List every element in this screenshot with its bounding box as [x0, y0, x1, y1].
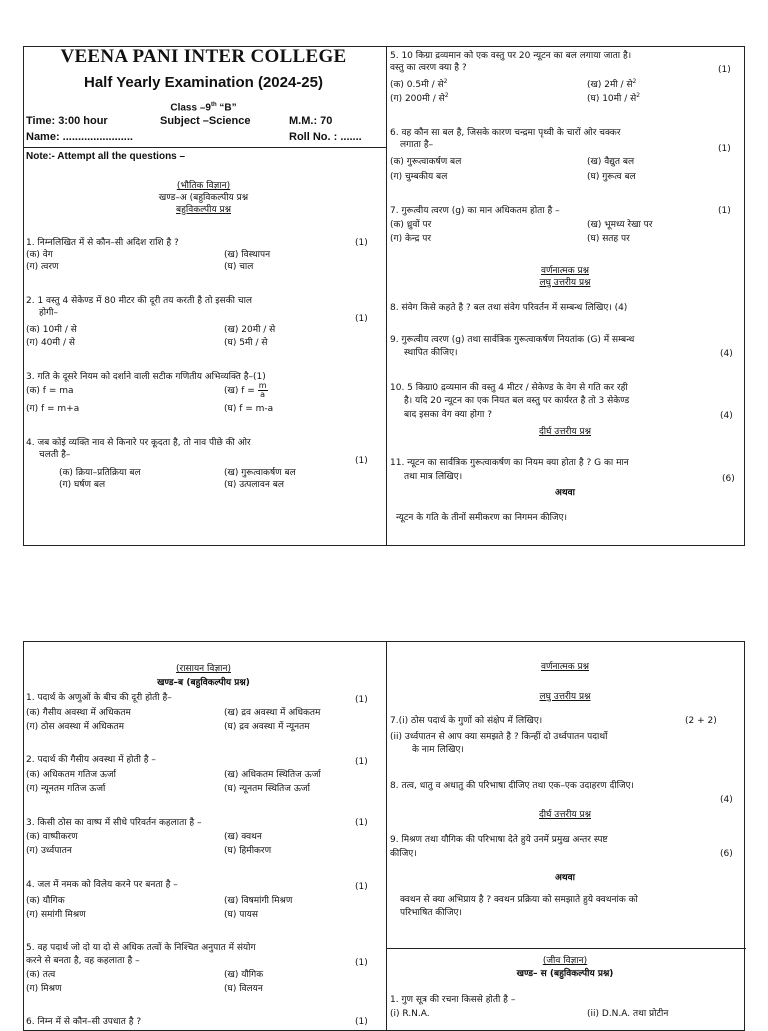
option: (i) R.N.A. — [390, 1009, 430, 1019]
option: (घ) पायस — [224, 910, 258, 920]
question-6-mark: (1) — [718, 144, 731, 154]
question-3-mark: (1) — [355, 818, 368, 828]
exam-sheet-physics — [23, 46, 745, 546]
option: (क) तत्व — [26, 970, 56, 980]
section-subtitle-biology: खण्ड– स (बहुविकल्पीय प्रश्न) — [516, 969, 614, 979]
question-5: 5. वह पदार्थ जो दो या दो से अधिक तत्वों के निश्चित अनुपात में संयोग — [26, 943, 256, 953]
option: (क) गैसीय अवस्था में अधिकतम — [26, 708, 131, 718]
question-8: 8. तत्व, धातु व अधातु की परिभाषा दीजिए तथा एक–एक उदाहरण दीजिए। — [390, 781, 634, 791]
option: (ख) द्रव अवस्था में अधिकतम — [224, 708, 321, 718]
option: (घ) 10मी / से$^2$ — [587, 92, 641, 104]
option: (ख) 20मी / से — [224, 325, 276, 335]
question-1: 1. पदार्थ के अणुओं के बीच की दूरी होती है– — [26, 693, 172, 703]
question-5: 5. 10 किग्रा द्रव्यमान को एक वस्तु पर 20 न्यूटन का बल लगाया जाता है। — [390, 51, 632, 61]
question-4: 4. जल में नमक को विलेय करने पर बनता है – — [26, 880, 178, 890]
class-label: Class –9th “B” — [170, 102, 237, 114]
column-divider — [386, 642, 387, 1030]
option: (ग) 40मी / से — [26, 338, 75, 348]
section-title-physics: (भौतिक विज्ञान) — [176, 181, 231, 191]
option: (ग) समांगी मिश्रण — [26, 910, 86, 920]
bio-question-1: 1. गुण सूत्र की रचना किससे होती है – — [390, 995, 516, 1005]
option: (ख) 2मी / से$^2$ — [587, 78, 637, 90]
section-title-chemistry: (रासायन विज्ञान) — [176, 664, 231, 674]
question-7: 7.(i) ठोस पदार्थ के गुणों को संक्षेप में लिखिए। — [390, 716, 543, 726]
option: (घ) सतह पर — [587, 234, 630, 244]
question-2-cont: होगी– — [39, 308, 59, 318]
option: (घ) f = m-a — [224, 404, 274, 414]
question-10-mark: (4) — [720, 411, 733, 421]
option: (ख) क्वथन — [224, 832, 262, 842]
option: (ख) गुरूत्वाकर्षण बल — [224, 468, 296, 478]
long-answer-heading: दीर्घ उत्तरीय प्रश्न — [538, 427, 592, 437]
question-7-mark: (1) — [718, 206, 731, 216]
question-11-alternate: न्यूटन के गति के तीनों समीकरण का निगमन कीजिए। — [396, 513, 567, 523]
option: (क) f = ma — [26, 386, 74, 396]
question-9-alternate: क्वथन से क्या अभिप्राय है ? क्वथन प्रक्रिया को समझाते हुये क्वथनांक को — [400, 895, 638, 905]
question-2: 2. 1 वस्तु 4 सेकेण्ड में 80 मीटर की दूरी तय करती है तो इसकी चाल — [26, 296, 253, 306]
option: (घ) गुरूत्व बल — [587, 172, 636, 182]
max-marks-label: M.M.: 70 — [289, 115, 333, 127]
question-5-mark: (1) — [355, 958, 368, 968]
option: (ग) केन्द्र पर — [390, 234, 432, 244]
question-6-cont: लगाता है– — [400, 140, 434, 150]
option: (घ) न्यूनतम स्थितिज ऊर्जा — [224, 784, 310, 794]
option: (क) 0.5मी / से$^2$ — [390, 78, 448, 90]
question-4-mark: (1) — [355, 882, 368, 892]
question-9-cont: कीजिए। — [390, 849, 417, 859]
option: (ख) विस्थापन — [224, 250, 271, 260]
option: (ख) यौगिक — [224, 970, 264, 980]
column-divider — [386, 47, 387, 545]
option: (घ) उत्पलावन बल — [224, 480, 284, 490]
question-9: 9. गुरूत्वीय त्वरण (g) तथा सार्वत्रिक गुरूत्वाकर्षण नियतांक (G) में सम्बन्ध — [390, 335, 635, 345]
question-10: 10. 5 किग्रा0 द्रव्यमान की वस्तु 4 मीटर / सेकेण्ड के वेग से गति कर रही — [390, 383, 628, 393]
question-6-mark: (1) — [355, 1017, 368, 1027]
section-subtitle: खण्ड–अ (बहुविकल्पीय प्रश्न — [158, 193, 249, 203]
option: (ग) चुम्बकीय बल — [390, 172, 448, 182]
question-5-cont: वस्तु का त्वरण क्या है ? — [390, 63, 467, 73]
option: (ग) न्यूनतम गतिज ऊर्जा — [26, 784, 106, 794]
question-7-part-2-cont: के नाम लिखिए। — [412, 745, 464, 755]
option: (क) यौगिक — [26, 896, 65, 906]
header-rule — [24, 147, 386, 148]
note-text: Note:- Attempt all the questions – — [26, 151, 186, 162]
question-9-cont: स्थापित कीजिए। — [404, 348, 458, 358]
option: (क) अधिकतम गतिज ऊर्जा — [26, 770, 116, 780]
question-3: 3. किसी ठोस का वाष्प में सीधे परिवर्तन कहलाता है – — [26, 818, 202, 828]
question-2-mark: (1) — [355, 757, 368, 767]
option: (ख) अधिकतम स्थितिज ऊर्जा — [224, 770, 321, 780]
option: (क) वाष्पीकरण — [26, 832, 78, 842]
descriptive-heading: वर्णनात्मक प्रश्न — [540, 266, 589, 276]
option: (ग) 200मी / से$^2$ — [390, 92, 449, 104]
option-fraction: (ख) f = $\frac{m}{a}$ — [224, 381, 267, 399]
question-3: 3. गति के दूसरे नियम को दर्शाने वाली सटीक गणितीय अभिव्यक्ति है–(1) — [26, 372, 266, 382]
option: (ख) वैद्युत बल — [587, 157, 635, 167]
option: (ख) भूमध्य रेखा पर — [587, 220, 653, 230]
question-9-mark: (6) — [720, 849, 733, 859]
option: (क) गुरूत्वाकर्षण बल — [390, 157, 462, 167]
question-9-alternate-cont: परिभाषित कीजिए। — [400, 908, 462, 918]
question-11: 11. न्यूटन का सार्वत्रिक गुरूत्वाकर्षण का नियम क्या होता है ? G का मान — [390, 458, 629, 468]
option: (ग) f = m+a — [26, 404, 80, 414]
option: (ग) घर्षण बल — [59, 480, 106, 490]
question-8: 8. संवेग किसे कहते है ? बल तथा संवेग परिवर्तन में सम्बन्ध लिखिए। (4) — [390, 303, 628, 313]
option: (घ) द्रव अवस्था में न्यूनतम — [224, 722, 310, 732]
exam-title: Half Yearly Examination (2024-25) — [83, 74, 323, 91]
option: (क) ध्रुवों पर — [390, 220, 432, 230]
question-7-part-2: (ii) उर्ध्वपातन से आप क्या समझते है ? किन्हीं दो उर्ध्वपातन पदार्थो — [390, 732, 608, 742]
option: (ग) मिश्रण — [26, 984, 62, 994]
question-10-cont2: बाद इसका वेग क्या होगा ? — [404, 410, 493, 420]
question-9-mark: (4) — [720, 349, 733, 359]
section-rule — [386, 948, 746, 949]
question-2: 2. पदार्थ की गैसीय अवस्था में होती है – — [26, 755, 156, 765]
or-label: अथवा — [555, 488, 575, 498]
option: (ii) D.N.A. तथा प्रोटीन — [587, 1009, 669, 1019]
section-subtitle: खण्ड–ब (बहुविकल्पीय प्रश्न) — [157, 678, 250, 688]
time-label: Time: 3:00 hour — [26, 115, 108, 127]
question-1: 1. निम्नलिखित में से कौन–सी अदिश राशि है ? — [26, 238, 179, 248]
question-9: 9. मिश्रण तथा यौगिक की परिभाषा देते हुये उनमें प्रमुख अन्तर स्पष्ट — [390, 835, 608, 845]
name-field: Name: ....................... — [26, 131, 133, 143]
option: (ग) ठोस अवस्था में अधिकतम — [26, 722, 125, 732]
short-answer-heading: लघु उत्तरीय प्रश्न — [539, 278, 591, 288]
section-title-biology: (जीव विज्ञान) — [542, 956, 588, 966]
question-5-mark: (1) — [718, 65, 731, 75]
option: (ग) त्वरण — [26, 262, 59, 272]
or-label: अथवा — [555, 873, 575, 883]
question-11-cont: तथा मात्र लिखिए। — [404, 472, 463, 482]
option: (क) क्रिया–प्रतिक्रिया बल — [59, 468, 141, 478]
short-answer-heading: लघु उत्तरीय प्रश्न — [539, 692, 591, 702]
question-11-mark: (6) — [722, 474, 735, 484]
option: (ख) विषमांगी मिश्रण — [224, 896, 293, 906]
question-6: 6. निम्न में से कौन–सी उपधात है ? — [26, 1017, 142, 1027]
question-5-cont: करने से बनता है, वह कहलाता है – — [26, 956, 140, 966]
option: (घ) हिमीकरण — [224, 846, 272, 856]
question-1-mark: (1) — [355, 238, 368, 248]
option: (घ) 5मी / से — [224, 338, 268, 348]
mcq-heading: बहुविकल्पीय प्रश्न — [175, 205, 232, 215]
question-7-mark: (2 + 2) — [685, 716, 717, 726]
option: (क) वेग — [26, 250, 53, 260]
exam-sheet-chemistry — [23, 641, 745, 1031]
descriptive-heading: वर्णनात्मक प्रश्न — [540, 662, 589, 672]
question-8-mark: (4) — [720, 795, 733, 805]
long-answer-heading: दीर्घ उत्तरीय प्रश्न — [538, 810, 592, 820]
option: (घ) विलयन — [224, 984, 263, 994]
question-1-mark: (1) — [355, 695, 368, 705]
roll-field: Roll No. : ....... — [289, 131, 362, 143]
college-name: VEENA PANI INTER COLLEGE — [60, 46, 347, 67]
question-4-cont: चलती है– — [39, 450, 71, 460]
question-2-mark: (1) — [355, 314, 368, 324]
question-10-cont: है। यदि 20 न्यूटन का एक नियत बल वस्तु पर कार्यरत है तो 3 सेकेण्ड — [404, 396, 630, 406]
question-7: 7. गुरूत्वीय त्वरण (g) का मान अधिकतम होता है – — [390, 206, 560, 216]
subject-label: Subject –Science — [160, 115, 251, 127]
question-6: 6. वह कौन सा बल है, जिसके कारण चन्द्रमा पृथ्वी के चारों ओर चक्कर — [390, 128, 621, 138]
option: (घ) चाल — [224, 262, 254, 272]
question-4: 4. जब कोई व्यक्ति नाव से किनारे पर कूदता है, तो नाव पीछे की ओर — [26, 438, 251, 448]
question-4-mark: (1) — [355, 456, 368, 466]
option: (क) 10मी / से — [26, 325, 77, 335]
option: (ग) उर्ध्वपातन — [26, 846, 72, 856]
